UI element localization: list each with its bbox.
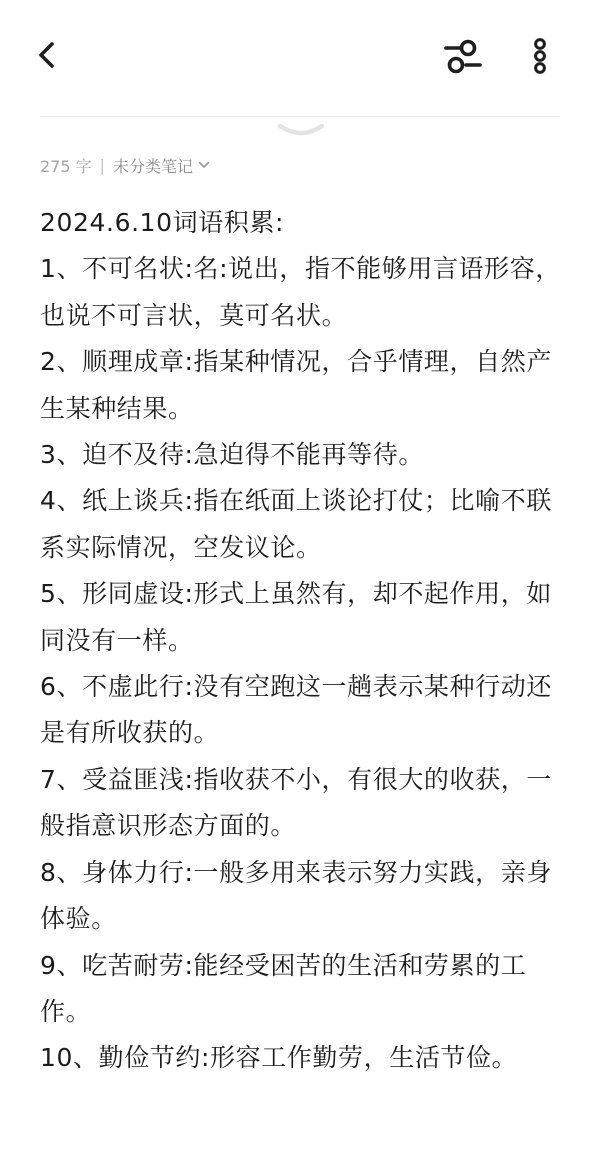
- vertical-dots-icon: [520, 34, 560, 80]
- word-count: 275 字: [40, 156, 92, 176]
- note-entry: 10、勤俭节约:形容工作勤劳，生活节俭。: [40, 1043, 518, 1073]
- note-entry: 3、迫不及待:急迫得不能再等待。: [40, 440, 424, 470]
- meta-separator: |: [99, 155, 106, 175]
- chevron-left-icon: [28, 34, 72, 78]
- more-options-button[interactable]: [520, 34, 560, 80]
- note-entry: 5、形同虚设:形式上虽然有，却不起作用，如同没有一样。: [40, 579, 552, 655]
- note-entry: 8、身体力行:一般多用来表示努力实践，亲身体验。: [40, 857, 552, 934]
- note-entry: 7、受益匪浅:指收获不小，有很大的收获，一般指意识形态方面的。: [40, 764, 552, 841]
- chevron-down-icon: [198, 160, 210, 170]
- note-entry: 1、不可名状:名:说出，指不能够用言语形容，也说不可言状，莫可名状。: [40, 254, 561, 330]
- note-entry: 2、顺理成章:指某种情况，合乎情理，自然产生某种结果。: [40, 347, 552, 423]
- collapse-handle[interactable]: [276, 120, 326, 142]
- filter-button[interactable]: [440, 34, 486, 80]
- category-label: 未分类笔记: [113, 156, 194, 176]
- wide-chevron-down-icon: [276, 120, 326, 142]
- note-entry: 4、纸上谈兵:指在纸面上谈论打仗；比喻不联系实际情况，空发议论。: [40, 486, 552, 562]
- top-toolbar: [0, 0, 600, 112]
- note-entry: 6、不虚此行:没有空跑这一趟表示某种行动还是有所收获的。: [40, 672, 552, 748]
- header-divider: [40, 116, 560, 117]
- note-title: 2024.6.10词语积累:: [40, 208, 285, 237]
- note-content[interactable]: [40, 200, 564, 1082]
- category-selector[interactable]: [113, 154, 210, 177]
- sliders-icon: [440, 34, 486, 80]
- note-entry: 9、吃苦耐劳:能经受困苦的生活和劳累的工作。: [40, 950, 527, 1026]
- note-meta: [40, 152, 210, 178]
- back-button[interactable]: [28, 34, 72, 78]
